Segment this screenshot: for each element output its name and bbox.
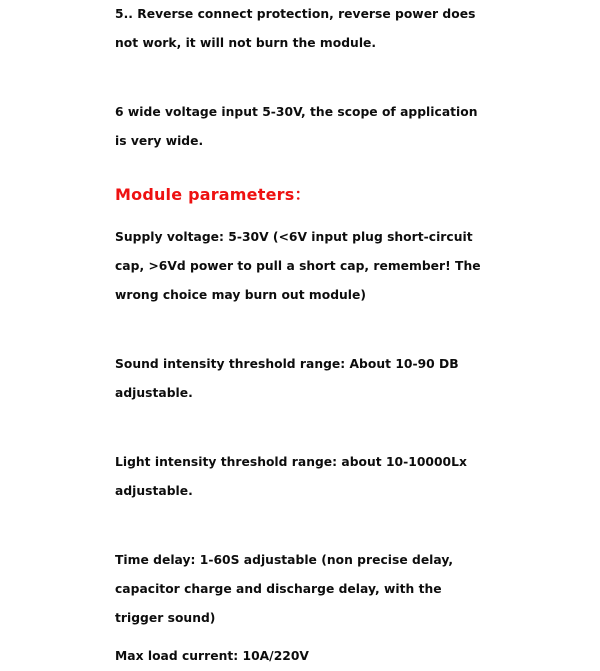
spacer <box>115 633 482 642</box>
spacer <box>115 156 482 183</box>
spacer <box>115 310 482 350</box>
heading-module-parameters: Module parameters： <box>115 185 311 204</box>
paragraph-time-delay: Time delay: 1-60S adjustable (non precise delay, capacitor charge and discharge delay, with the trigger sound) <box>115 553 454 625</box>
paragraph-supply-voltage: Supply voltage: 5-30V (<6V input plug short-circuit cap, >6Vd power to pull a short cap, remember! The wrong choice may burn out module) <box>115 230 481 302</box>
spacer <box>115 506 482 546</box>
paragraph-light-intensity-threshold: Light intensity threshold range: about 10-10000Lx adjustable. <box>115 455 467 498</box>
paragraph-max-load-current: Max load current: 10A/220V <box>115 649 309 663</box>
spacer <box>115 408 482 448</box>
paragraph-feature-6: 6 wide voltage input 5-30V, the scope of application is very wide. <box>115 105 478 148</box>
spacer <box>115 58 482 98</box>
spacer <box>115 207 482 223</box>
paragraph-feature-5: 5.. Reverse connect protection, reverse power does not work, it will not burn the module. <box>115 7 476 50</box>
paragraph-sound-intensity-threshold: Sound intensity threshold range: About 10-90 DB adjustable. <box>115 357 459 400</box>
